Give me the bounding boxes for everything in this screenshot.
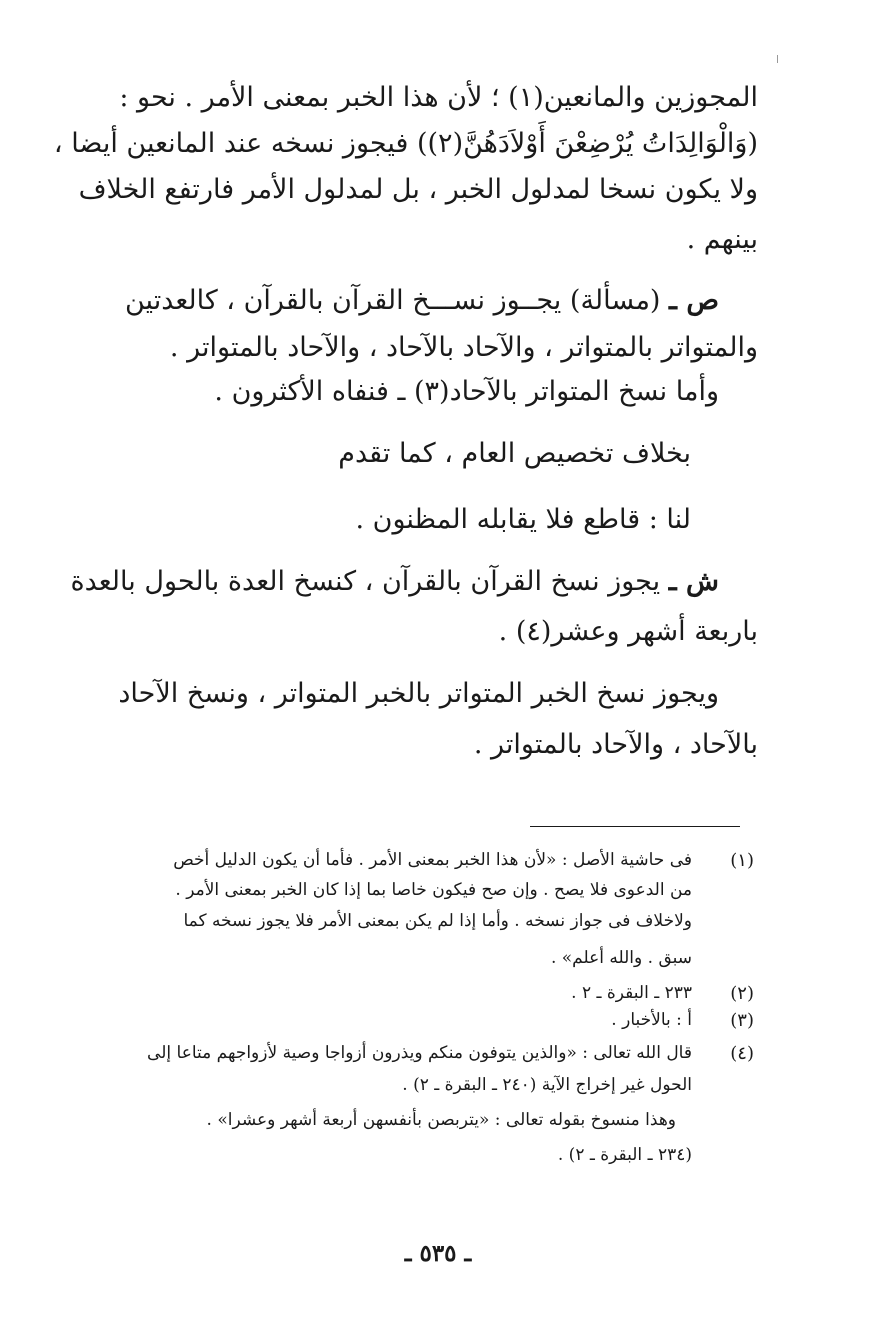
- footnote-line: (٢٣٤ ـ البقرة ـ ٢) .: [557, 1145, 692, 1165]
- sharh-label: ش ـ: [668, 566, 719, 597]
- footnote-line: سبق . والله أعلم» .: [550, 948, 692, 968]
- footnote-line: وهذا منسوخ بقوله تعالى : «يتربصن بأنفسهن أربعة أشهر وعشرا» .: [206, 1110, 676, 1130]
- footnote-line: ولاخلاف فى جواز نسخه . وأما إذا لم يكن بمعنى الأمر فلا يجوز نسخه كما: [183, 911, 692, 931]
- footnote-number: (١): [730, 850, 754, 871]
- footnote-number: (٢): [730, 983, 754, 1004]
- footnote-line: ٢٣٣ ـ البقرة ـ ٢ .: [571, 983, 692, 1003]
- matn-first-line: [125, 287, 719, 314]
- matn-line: وأما نسخ المتواتر بالآحاد(٣) ـ فنفاه الأكثرون .: [214, 376, 719, 407]
- body-line: (وَالْوَالِدَاتُ يُرْضِعْنَ أَوْلاَدَهُنَّ(٢)) فيجوز نسخه عند المانعين أيضا ،: [53, 128, 758, 159]
- matn-label: ص ـ: [669, 285, 719, 316]
- matn-line: بخلاف تخصيص العام ، كما تقدم: [338, 438, 691, 469]
- footnote-line: الحول غير إخراج الآية (٢٤٠ ـ البقرة ـ ٢) .: [402, 1075, 692, 1095]
- footnote-line: من الدعوى فلا يصح . وإن صح فيكون خاصا بما إذا كان الخبر بمعنى الأمر .: [175, 880, 692, 900]
- matn-line: لنا : قاطع فلا يقابله المظنون .: [355, 504, 691, 535]
- sharh-line: باربعة أشهر وعشر(٤) .: [498, 616, 758, 647]
- sharh-line: ويجوز نسخ الخبر المتواتر بالخبر المتواتر ، ونسخ الآحاد: [118, 678, 719, 709]
- sharh-line: يجوز نسخ القرآن بالقرآن ، كنسخ العدة بالحول بالعدة: [70, 566, 661, 597]
- body-line: بينهم .: [686, 224, 758, 255]
- body-line: المجوزين والمانعين(١) ؛ لأن هذا الخبر بمعنى الأمر . نحو :: [119, 82, 758, 113]
- footnote-separator: [530, 826, 740, 827]
- sharh-line: بالآحاد ، والآحاد بالمتواتر .: [473, 729, 758, 760]
- matn-line: والمتواتر بالمتواتر ، والآحاد بالآحاد ، والآحاد بالمتواتر .: [169, 332, 758, 363]
- footnote-line: فى حاشية الأصل : «لأن هذا الخبر بمعنى الأمر . فأما أن يكون الدليل أخص: [173, 850, 692, 870]
- footnote-number: (٤): [730, 1043, 754, 1064]
- footnote-number: (٣): [730, 1010, 754, 1031]
- sharh-first-line: [70, 568, 719, 595]
- footnote-line: قال الله تعالى : «والذين يتوفون منكم ويذرون أزواجا وصية لأزواجهم متاعا إلى: [147, 1043, 692, 1063]
- page-number: ـ ٥٣٥ ـ: [404, 1240, 472, 1267]
- scan-mark: [777, 55, 778, 63]
- body-line: ولا يكون نسخا لمدلول الخبر ، بل لمدلول الأمر فارتفع الخلاف: [78, 174, 758, 205]
- matn-line: (مسألة) يجــوز نســـخ القرآن بالقرآن ، كالعدتين: [125, 285, 661, 316]
- footnote-line: أ : بالأخبار .: [611, 1010, 692, 1030]
